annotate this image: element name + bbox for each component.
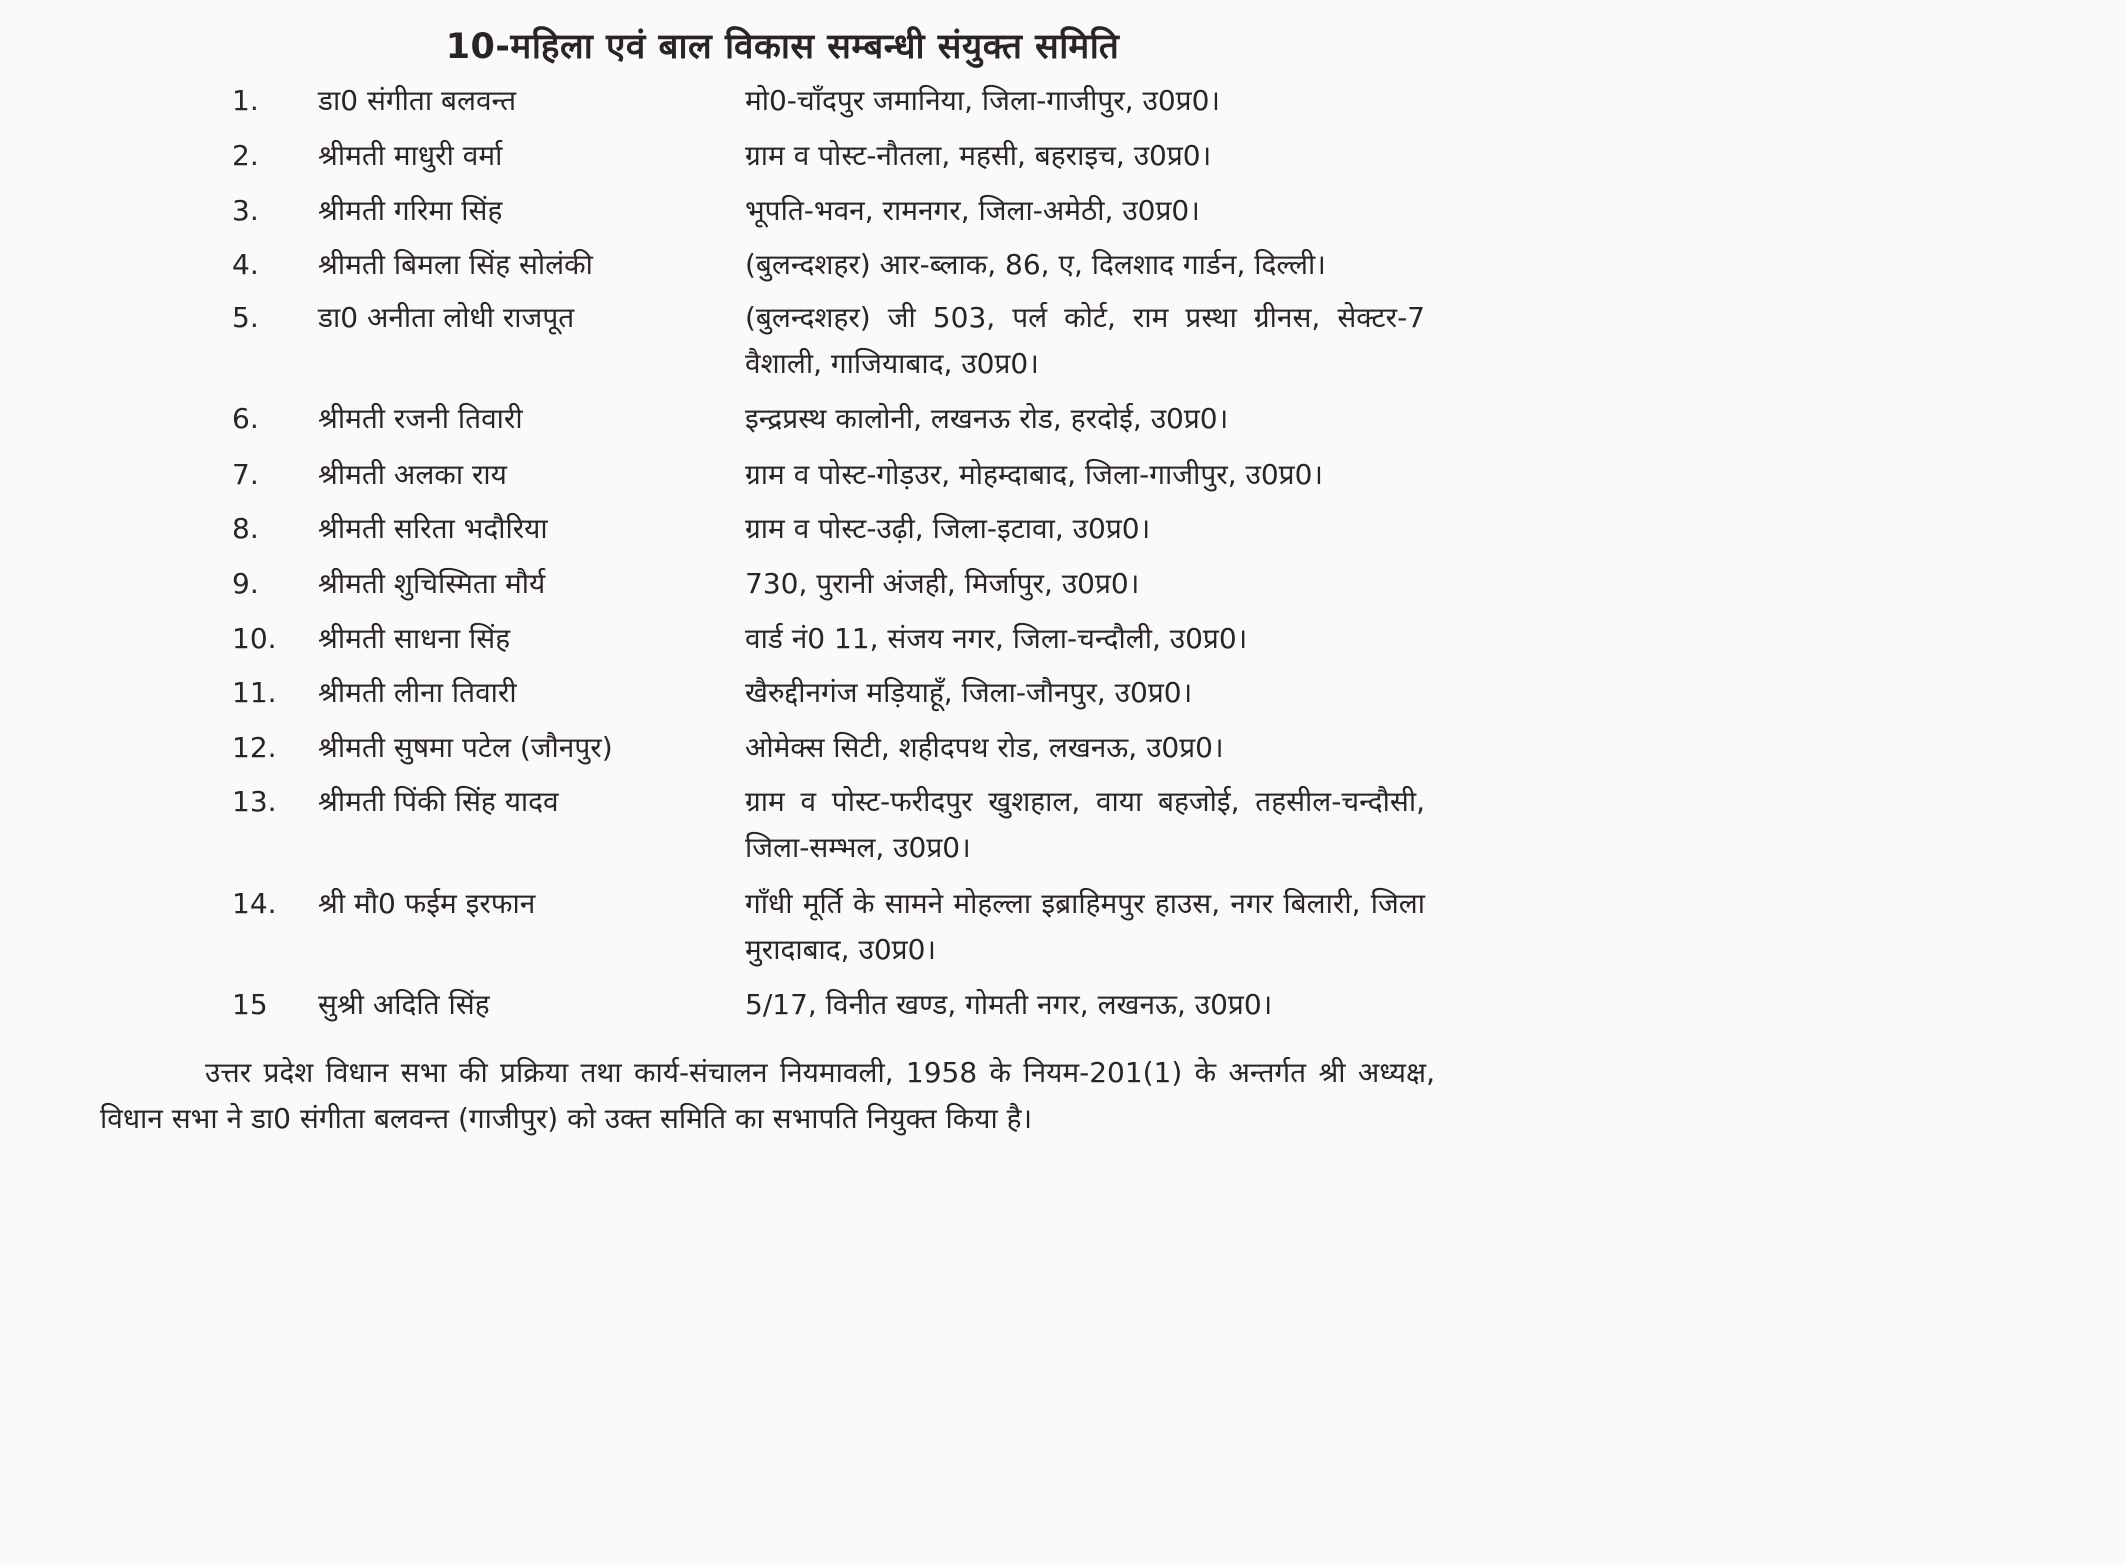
- member-address: खैरुद्दीनगंज मड़ियाहूँ, जिला-जौनपुर, उ0प्र0।: [745, 676, 1193, 709]
- member-address: भूपति-भवन, रामनगर, जिला-अमेठी, उ0प्र0।: [745, 194, 1200, 227]
- member-number: 4.: [232, 248, 259, 281]
- member-number: 8.: [232, 512, 259, 545]
- member-address: (बुलन्दशहर) आर-ब्लाक, 86, ए, दिलशाद गार्डन, दिल्ली।: [745, 248, 1326, 281]
- member-name: श्रीमती अलका राय: [318, 458, 507, 491]
- member-number: 13.: [232, 785, 277, 818]
- member-number: 5.: [232, 301, 259, 334]
- member-name: श्रीमती लीना तिवारी: [318, 676, 517, 709]
- member-name: श्रीमती सुषमा पटेल (जौनपुर): [318, 731, 613, 764]
- member-address: वार्ड नं0 11, संजय नगर, जिला-चन्दौली, उ0प्र0।: [745, 622, 1248, 655]
- member-number: 12.: [232, 731, 277, 764]
- member-number: 15: [232, 988, 268, 1021]
- member-address: ग्राम व पोस्ट-फरीदपुर खुशहाल, वाया बहजोई, तहसील-चन्दौसी, जिला-सम्भल, उ0प्र0।: [745, 785, 1425, 864]
- member-number: 3.: [232, 194, 259, 227]
- member-name: श्रीमती शुचिस्मिता मौर्य: [318, 567, 546, 600]
- member-address: ग्राम व पोस्ट-गोड़उर, मोहम्दाबाद, जिला-गाजीपुर, उ0प्र0।: [745, 458, 1324, 491]
- member-name: श्रीमती गरिमा सिंह: [318, 194, 503, 227]
- member-address: इन्द्रप्रस्थ कालोनी, लखनऊ रोड, हरदोई, उ0प्र0।: [745, 402, 1229, 435]
- member-address: मो0-चाँदपुर जमानिया, जिला-गाजीपुर, उ0प्र0।: [745, 84, 1221, 117]
- member-number: 2.: [232, 139, 259, 172]
- member-name: श्री मौ0 फईम इरफान: [318, 887, 536, 920]
- committee-title: 10-महिला एवं बाल विकास सम्बन्धी संयुक्त समिति: [445, 27, 1120, 67]
- member-address: ओमेक्स सिटी, शहीदपथ रोड, लखनऊ, उ0प्र0।: [745, 731, 1224, 764]
- member-name: डा0 अनीता लोधी राजपूत: [318, 301, 575, 334]
- member-name: डा0 संगीता बलवन्त: [318, 84, 517, 117]
- member-address: ग्राम व पोस्ट-उढ़ी, जिला-इटावा, उ0प्र0।: [745, 512, 1151, 545]
- member-number: 7.: [232, 458, 259, 491]
- member-number: 6.: [232, 402, 259, 435]
- member-number: 14.: [232, 887, 277, 920]
- member-name: श्रीमती पिंकी सिंह यादव: [318, 785, 559, 818]
- member-name: श्रीमती रजनी तिवारी: [318, 402, 523, 435]
- member-name: श्रीमती माधुरी वर्मा: [318, 139, 503, 172]
- member-address: ग्राम व पोस्ट-नौतला, महसी, बहराइच, उ0प्र0।: [745, 139, 1212, 172]
- member-number: 11.: [232, 676, 277, 709]
- member-name: सुश्री अदिति सिंह: [318, 988, 490, 1021]
- member-number: 1.: [232, 84, 259, 117]
- member-number: 9.: [232, 567, 259, 600]
- member-name: श्रीमती साधना सिंह: [318, 622, 511, 655]
- member-address: गाँधी मूर्ति के सामने मोहल्ला इब्राहिमपुर हाउस, नगर बिलारी, जिला मुरादाबाद, उ0प्र0।: [745, 887, 1425, 966]
- member-name: श्रीमती बिमला सिंह सोलंकी: [318, 248, 593, 281]
- member-address: (बुलन्दशहर) जी 503, पर्ल कोर्ट, राम प्रस्था ग्रीनस, सेक्टर-7 वैशाली, गाजियाबाद, उ0प्र0।: [745, 301, 1425, 380]
- member-address: 5/17, विनीत खण्ड, गोमती नगर, लखनऊ, उ0प्र0।: [745, 988, 1273, 1021]
- member-address: 730, पुरानी अंजही, मिर्जापुर, उ0प्र0।: [745, 567, 1140, 600]
- member-number: 10.: [232, 622, 277, 655]
- footer-paragraph: उत्तर प्रदेश विधान सभा की प्रक्रिया तथा कार्य-संचालन नियमावली, 1958 के नियम-201(1) के अन्तर्गत श्री अध्यक्ष, विधान सभा ने डा0 संगीता बलवन्त (गाजीपुर) को उक्त समिति का सभापति नियुक्त किया है।: [100, 1056, 1435, 1135]
- member-name: श्रीमती सरिता भदौरिया: [318, 512, 548, 545]
